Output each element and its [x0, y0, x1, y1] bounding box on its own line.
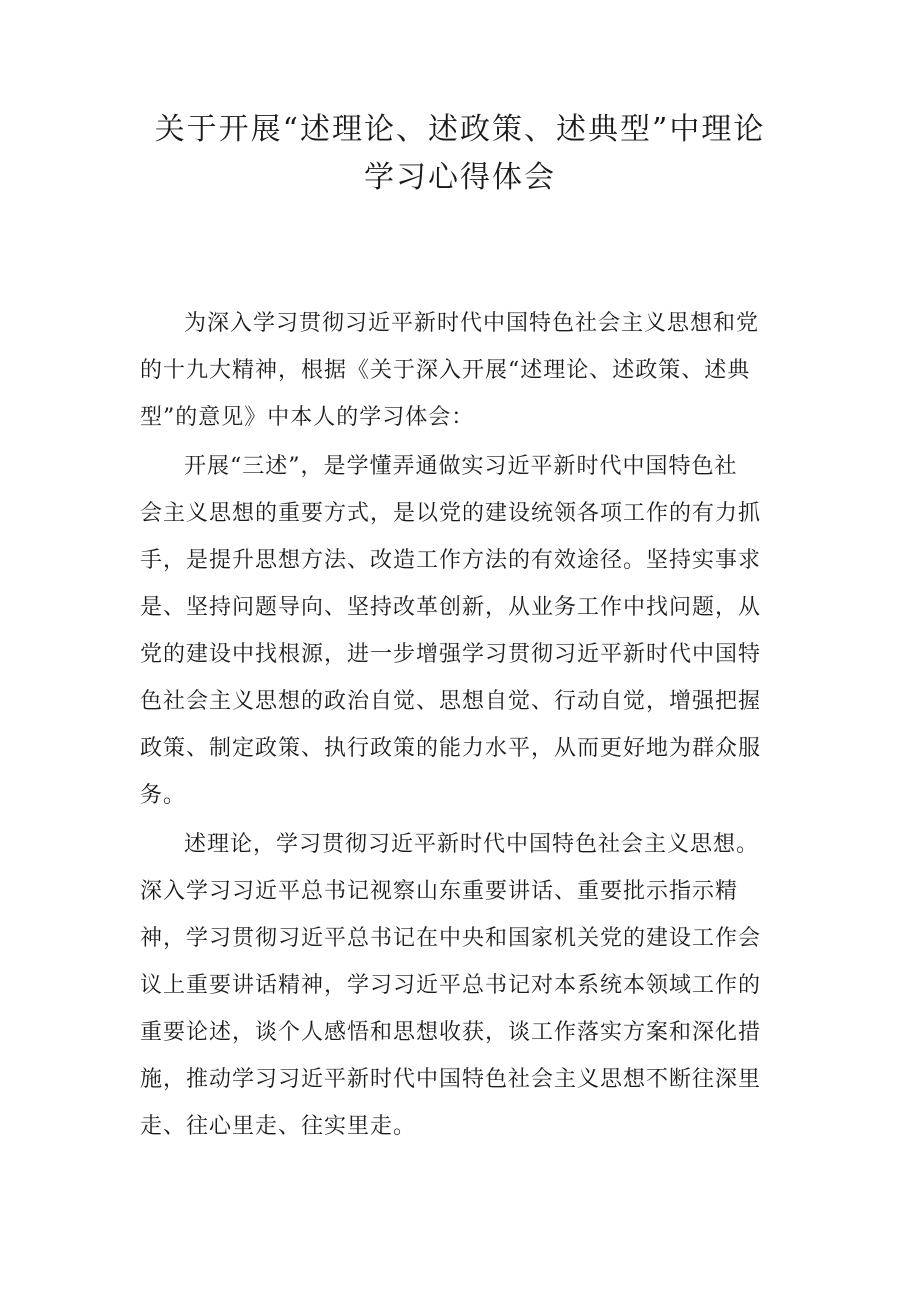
paragraph-san-shu: [140, 443, 780, 819]
paragraph-line: 议上重要讲话精神，学习习近平总书记对本系统本领域工作的: [140, 973, 762, 998]
paragraph-line: 重要论述，谈个人感悟和思想收获，谈工作落实方案和深化措: [140, 1020, 762, 1045]
paragraph-line: 为深入学习贯彻习近平新时代中国特色社会主义思想和党: [184, 311, 760, 336]
paragraph-line: 施，推动学习习近平新时代中国特色社会主义思想不断往深里: [140, 1067, 762, 1092]
paragraph-line: 开展“三述”，是学懂弄通做实习近平新时代中国特色社: [184, 454, 738, 479]
paragraph-line: 会主义思想的重要方式，是以党的建设统领各项工作的有力抓: [140, 501, 762, 526]
paragraph-line: 色社会主义思想的政治自觉、思想自觉、行动自觉，增强把握: [140, 689, 762, 714]
paragraph-line: 务。: [140, 783, 187, 808]
document-title-line-2: 学习心得体会: [364, 160, 556, 195]
paragraph-line: 型”的意见》中本人的学习体会：: [140, 405, 475, 430]
paragraph-line: 政策、制定政策、执行政策的能力水平，从而更好地为群众服: [140, 736, 762, 761]
paragraph-line: 是、坚持问题导向、坚持改革创新，从业务工作中找问题，从: [140, 595, 762, 620]
paragraph-line: 神，学习贯彻习近平总书记在中央和国家机关党的建设工作会: [140, 926, 762, 951]
document-title-line-1: 关于开展“述理论、述政策、述典型”中理论: [154, 112, 766, 147]
paragraph-line: 走、往心里走、往实里走。: [140, 1114, 417, 1139]
paragraph-line: 深入学习习近平总书记视察山东重要讲话、重要批示指示精: [140, 879, 739, 904]
paragraph-line: 党的建设中找根源，进一步增强学习贯彻习近平新时代中国特: [140, 642, 762, 667]
paragraph-theory: [140, 821, 780, 1150]
paragraph-intro: [140, 300, 780, 441]
paragraph-line: 述理论，学习贯彻习近平新时代中国特色社会主义思想。: [184, 832, 760, 857]
paragraph-line: 的十九大精神，根据《关于深入开展“述理论、述政策、述典: [140, 358, 751, 383]
paragraph-line: 手，是提升思想方法、改造工作方法的有效途径。坚持实事求: [140, 548, 762, 573]
